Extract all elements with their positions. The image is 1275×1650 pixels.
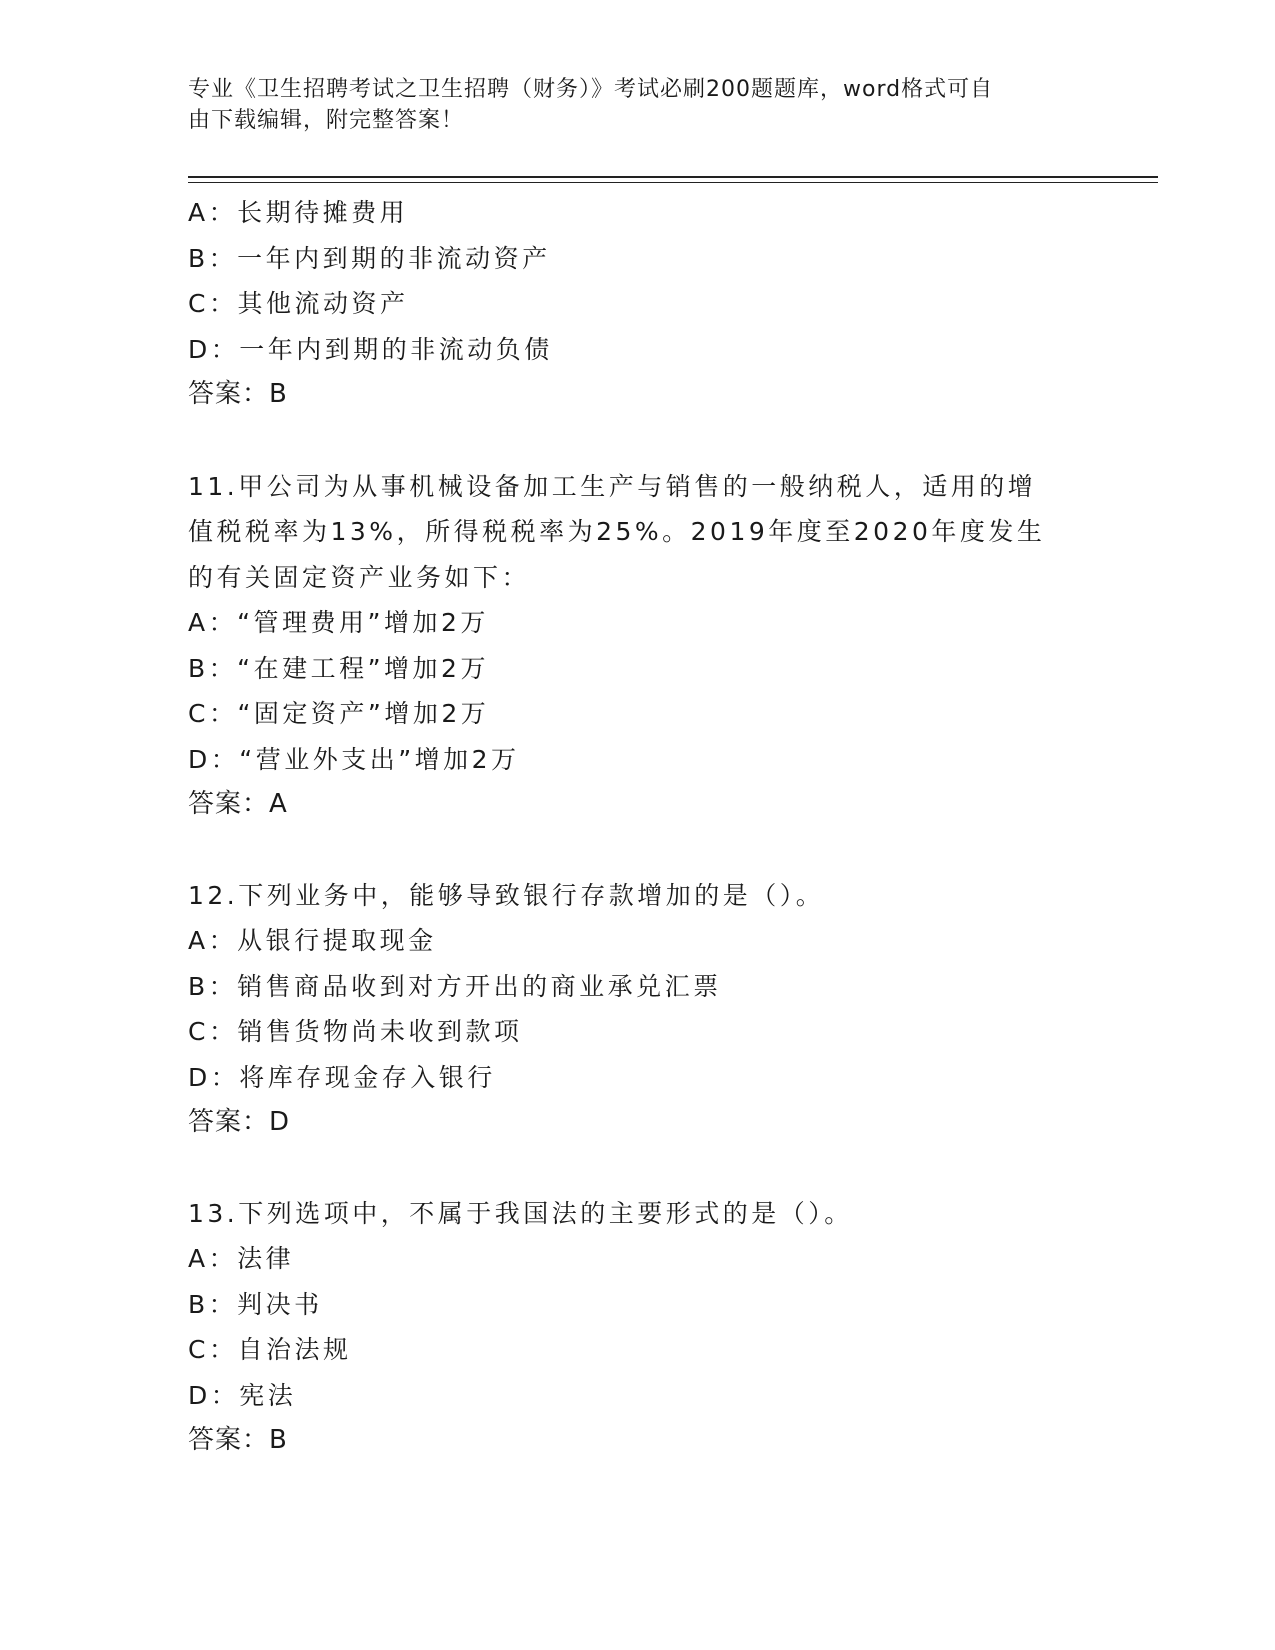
option-c: C：“固定资产”增加2万 [188,699,490,728]
header-line-2: 由下载编辑，附完整答案！ [188,108,465,133]
answer: 答案：B [188,1425,288,1455]
question-stem-text: 11.甲公司为从事机械设备加工生产与销售的一般纳税人，适用的增值税税率为13%，所得税税率为25%。2019年度至2020年度发生的有关固定资产业务如下： [188,471,1046,592]
option-b: B：销售商品收到对方开出的商业承兑汇票 [188,971,722,1001]
answer: 答案：D [188,1107,291,1137]
question-list [188,190,1088,1509]
question-10-continued [188,190,1088,418]
option-a: A：从银行提取现金 [188,926,437,955]
option-b: B：一年内到期的非流动资产 [188,243,551,273]
question-12 [188,873,1088,1146]
option-a: A：“管理费用”增加2万 [188,608,489,637]
question-stem: 13.下列选项中，不属于我国法的主要形式的是（）。 [188,1198,853,1228]
option-a: A：长期待摊费用 [188,198,409,227]
question-stem [188,464,1088,601]
header-line-1: 专业《卫生招聘考试之卫生招聘（财务）》考试必刷200题题库，word格式可自 [188,77,994,102]
question-stem: 12.下列业务中，能够导致银行存款增加的是（）。 [188,880,825,910]
option-b: B：判决书 [188,1289,323,1319]
answer: 答案：B [188,379,288,409]
question-11 [188,464,1088,828]
header-divider-thick [188,176,1158,178]
option-d: D：一年内到期的非流动负债 [188,334,553,364]
document-header [188,74,1088,136]
answer: 答案：A [188,789,288,819]
option-c: C：自治法规 [188,1335,352,1364]
option-d: D：宪法 [188,1380,297,1410]
question-13 [188,1191,1088,1464]
option-a: A：法律 [188,1244,295,1273]
header-divider-thin [188,182,1158,183]
option-c: C：销售货物尚未收到款项 [188,1017,523,1046]
option-d: D：将库存现金存入银行 [188,1062,496,1092]
option-d: D：“营业外支出”增加2万 [188,744,520,774]
option-b: B：“在建工程”增加2万 [188,653,489,683]
option-c: C：其他流动资产 [188,289,409,318]
